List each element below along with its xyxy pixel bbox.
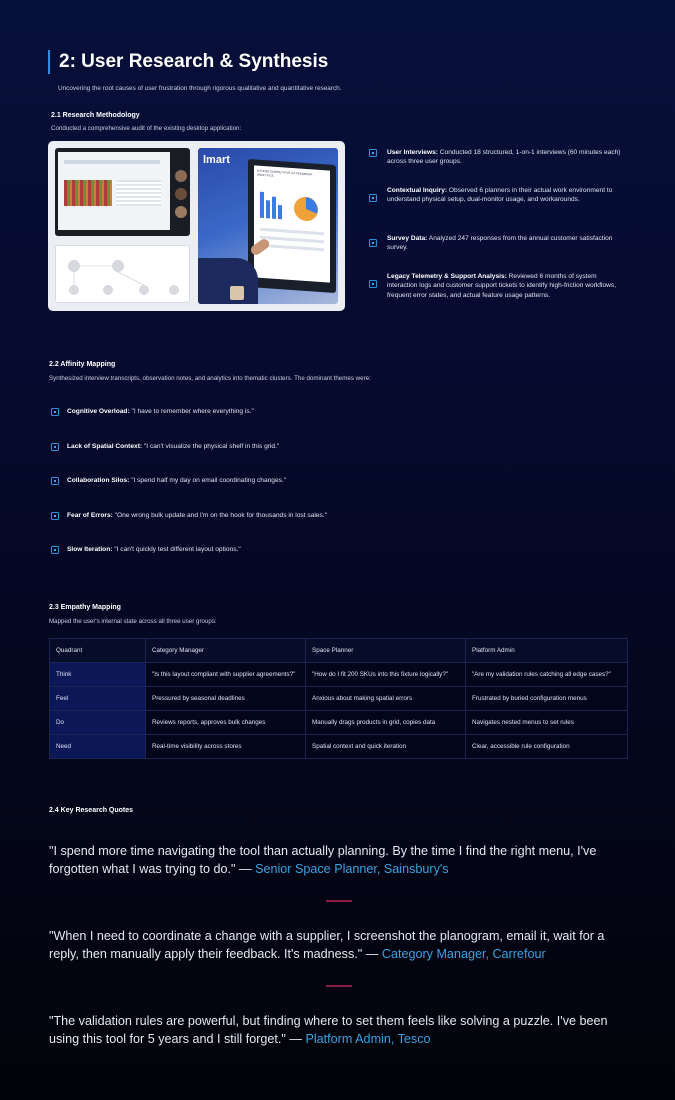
- journey-map-sketch: [55, 245, 190, 303]
- quote-attribution: Senior Space Planner, Sainsbury's: [255, 862, 449, 876]
- theme-item: [51, 476, 286, 485]
- participant-avatar: [175, 170, 187, 182]
- toolbar-strip: [64, 160, 160, 164]
- methodology-item: [369, 186, 627, 205]
- participant-avatar: [175, 206, 187, 218]
- checkbox-icon: [369, 280, 377, 288]
- table-row: [50, 687, 628, 711]
- methodology-item: [369, 234, 627, 253]
- column-header: Quadrant: [50, 639, 146, 663]
- theme-text: Collaboration Silos: "I spend half my day on email coordinating changes.": [67, 477, 287, 484]
- grid-block: [116, 180, 161, 206]
- methodology-description: Conducted a comprehensive audit of the existing desktop application:: [51, 125, 242, 132]
- quote-attribution: Category Manager, Carrefour: [381, 947, 546, 961]
- table-row: [50, 735, 628, 759]
- column-header: Platform Admin: [466, 639, 628, 663]
- table-cell: Navigates nested menus to set rules: [466, 711, 628, 735]
- quadrant-cell: Do: [50, 711, 146, 735]
- presenter-arm: [198, 258, 258, 304]
- kiosk-monitor: [248, 159, 336, 293]
- affinity-description: Synthesized interview transcripts, observation notes, and analytics into thematic clusters. The dominant themes were:: [49, 375, 371, 382]
- quote-text: "I spend more time navigating the tool than actually planning. By the time I find the right menu, I've forgotten what I was trying to do." —: [49, 844, 597, 876]
- video-call-screenshot: [55, 148, 190, 236]
- methodology-item: [369, 148, 627, 167]
- checkbox-icon: [51, 546, 59, 554]
- quadrant-cell: Need: [50, 735, 146, 759]
- theme-item: [51, 545, 241, 554]
- quote-divider: [326, 900, 352, 902]
- quote-text: "The validation rules are powerful, but finding where to set them feels like solving a puzzle. I've been using this tool for 5 years and I still forget." —: [49, 1014, 608, 1046]
- quote-text: "When I need to coordinate a change with a supplier, I screenshot the planogram, email it, wait for a reply, then manually apply their feedback. It's madness." —: [49, 929, 605, 961]
- theme-text: Slow Iteration: "I can't quickly test different layout options.": [67, 546, 241, 553]
- theme-item: [51, 442, 279, 451]
- coffee-mug: [230, 286, 244, 300]
- table-cell: "How do I fit 200 SKUs into this fixture logically?": [306, 663, 466, 687]
- table-header-row: [50, 639, 628, 663]
- table-cell: Manually drags products in grid, copies data: [306, 711, 466, 735]
- heatmap-block: [64, 180, 112, 206]
- kiosk-screen-title: EXTEND COMPETITIVE CX FEEDBACK ANALYTICS: [257, 168, 313, 178]
- theme-text: Fear of Errors: "One wrong bulk update and I'm on the hook for thousands in lost sales.": [67, 512, 327, 519]
- checkbox-icon: [369, 194, 377, 202]
- methodology-item-text: User Interviews: Conducted 18 structured, 1-on-1 interviews (60 minutes each) across three user groups.: [387, 149, 621, 166]
- methodology-item-text: Legacy Telemetry & Support Analysis: Reviewed 6 months of system interaction logs and customer support tickets to identify high-friction workflows, frequent error states, and actual feature usage patterns.: [387, 273, 617, 299]
- methodology-item: [369, 272, 627, 300]
- affinity-heading: 2.2 Affinity Mapping: [49, 361, 116, 368]
- column-header: Space Planner: [306, 639, 466, 663]
- checkbox-icon: [369, 239, 377, 247]
- participant-avatar: [175, 188, 187, 200]
- research-quote: [49, 842, 629, 878]
- methodology-item-text: Contextual Inquiry: Observed 6 planners in their actual work environment to understand physical setup, dual-monitor usage, and workarounds.: [387, 187, 613, 204]
- checkbox-icon: [369, 149, 377, 157]
- column-header: Category Manager: [146, 639, 306, 663]
- checkbox-icon: [51, 408, 59, 416]
- checkbox-icon: [51, 477, 59, 485]
- table-cell: Pressured by seasonal deadlines: [146, 687, 306, 711]
- theme-text: Lack of Spatial Context: "I can't visualize the physical shelf in this grid.": [67, 443, 280, 450]
- theme-item: [51, 511, 327, 520]
- methodology-heading: 2.1 Research Methodology: [51, 112, 140, 119]
- theme-item: [51, 407, 254, 416]
- table-cell: Real-time visibility across stores: [146, 735, 306, 759]
- table-cell: Reviews reports, approves bulk changes: [146, 711, 306, 735]
- kiosk-screen: [254, 165, 330, 282]
- table-row: [50, 711, 628, 735]
- table-cell: Clear, accessible rule configuration: [466, 735, 628, 759]
- table-cell: Anxious about making spatial errors: [306, 687, 466, 711]
- research-quote: [49, 927, 629, 963]
- empathy-heading: 2.3 Empathy Mapping: [49, 604, 121, 611]
- quotes-heading: 2.4 Key Research Quotes: [49, 807, 134, 814]
- table-cell: "Is this layout compliant with supplier agreements?": [146, 663, 306, 687]
- research-quote: [49, 1012, 629, 1048]
- research-photo-collage: [48, 141, 345, 311]
- empathy-map-table: [49, 638, 628, 759]
- store-brand-text: lmart: [203, 154, 230, 166]
- empathy-description: Mapped the user's internal state across all three user groups:: [49, 618, 217, 625]
- table-row: [50, 663, 628, 687]
- spreadsheet-thumbnail: [58, 152, 170, 230]
- quote-attribution: Platform Admin, Tesco: [305, 1032, 431, 1046]
- checkbox-icon: [51, 512, 59, 520]
- table-cell: Spatial context and quick iteration: [306, 735, 466, 759]
- theme-text: Cognitive Overload: "I have to remember where everything is.": [67, 408, 254, 415]
- table-cell: Frustrated by buried configuration menus: [466, 687, 628, 711]
- quote-divider: [326, 985, 352, 987]
- touchscreen-photo: [198, 148, 338, 304]
- checkbox-icon: [51, 443, 59, 451]
- page-subtitle: Uncovering the root causes of user frustration through rigorous qualitative and quantitative research.: [58, 85, 342, 92]
- section-header: [48, 50, 328, 74]
- table-cell: "Are my validation rules catching all edge cases?": [466, 663, 628, 687]
- page-title: 2: User Research & Synthesis: [59, 51, 329, 72]
- methodology-item-text: Survey Data: Analyzed 247 responses from the annual customer satisfaction survey.: [387, 235, 613, 252]
- quadrant-cell: Feel: [50, 687, 146, 711]
- quadrant-cell: Think: [50, 663, 146, 687]
